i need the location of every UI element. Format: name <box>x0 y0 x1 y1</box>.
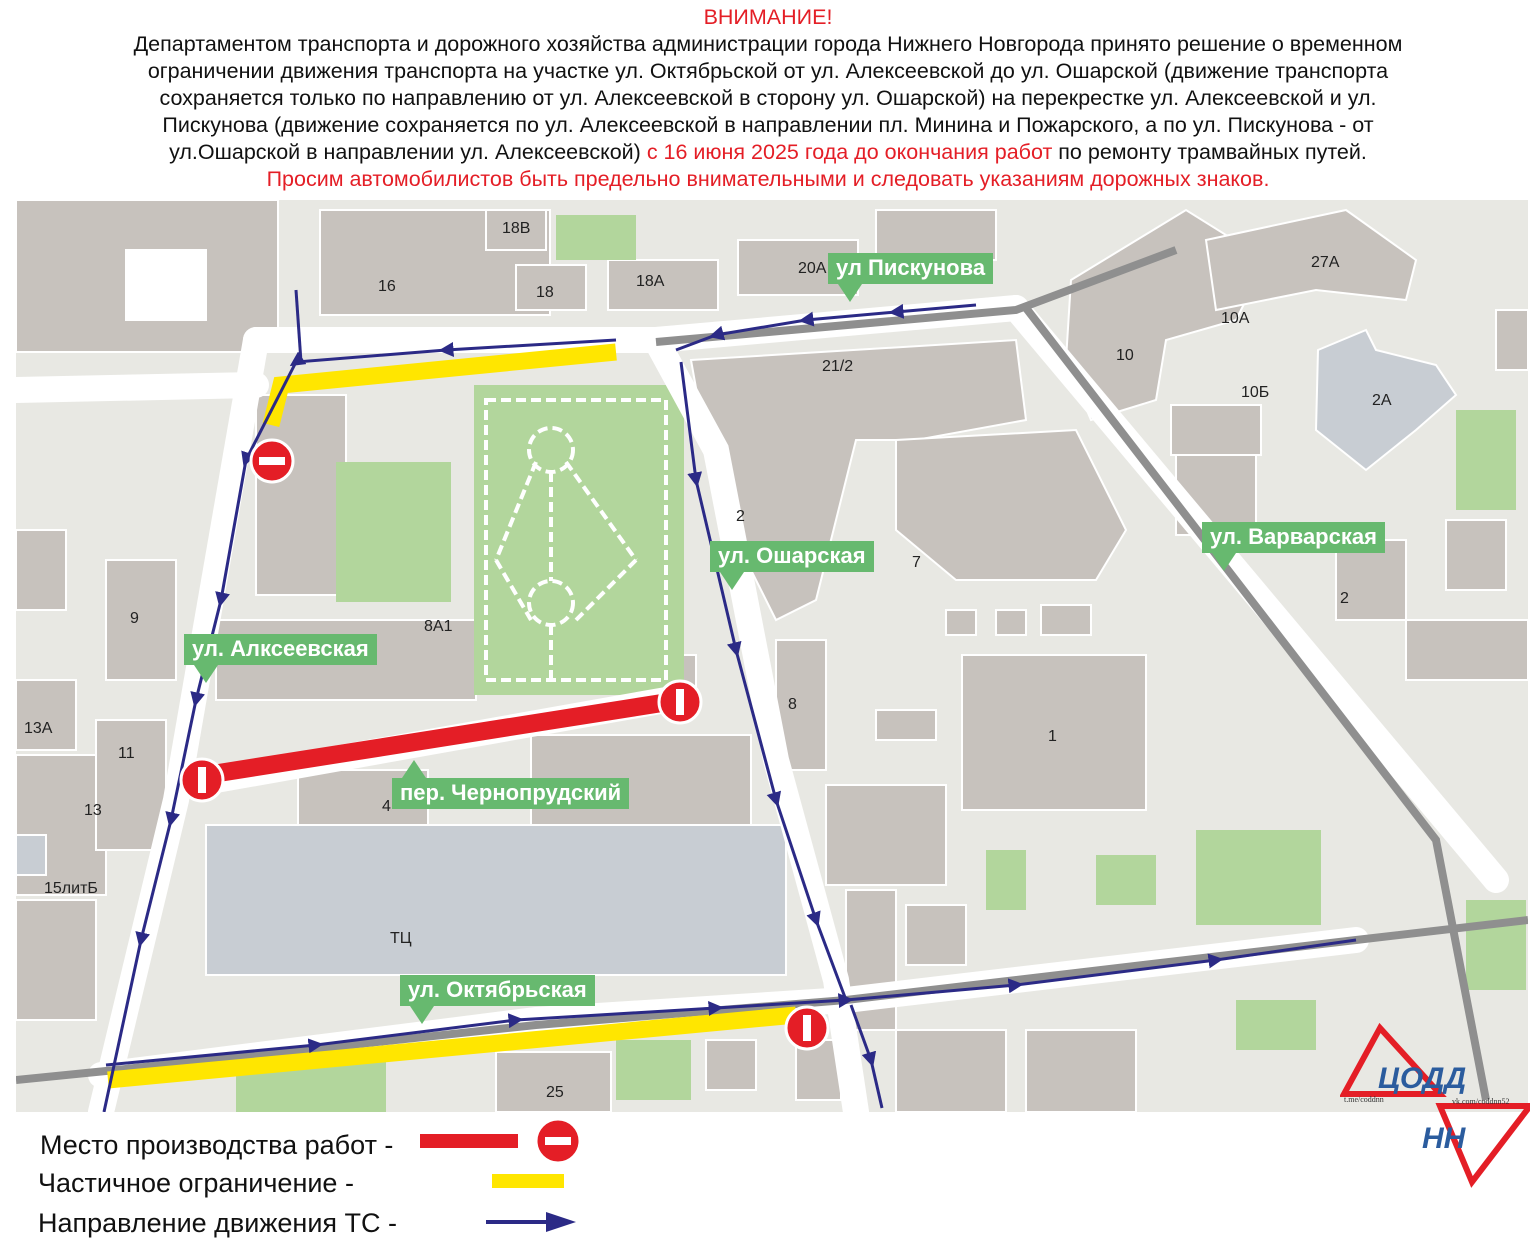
legend-works-label: Место производства работ - <box>40 1130 394 1160</box>
legend-direction-label: Направление движения ТС - <box>38 1208 398 1238</box>
building-number: 13 <box>84 802 102 819</box>
building-number: 10А <box>1221 310 1250 327</box>
building-number: 7 <box>912 554 921 571</box>
street-label-chernoprudsky: пер. Чернопрудский <box>392 778 629 809</box>
building-number: 2 <box>736 508 745 525</box>
building-number: 18В <box>502 220 531 237</box>
legend-works <box>40 1130 393 1161</box>
street-label-varvarskaya: ул. Варварская <box>1202 522 1385 553</box>
notice-warning: Просим автомобилистов быть предельно внимательными и следовать указаниям дорожных знаков. <box>266 167 1270 191</box>
building-number: 4 <box>382 798 391 815</box>
codd-logo-icon <box>1340 1022 1530 1192</box>
notice-line: Департаментом транспорта и дорожного хозяйства администрации города Нижнего Новгорода принято решение о временном <box>133 32 1403 56</box>
building-number: 2А <box>1372 392 1392 409</box>
building-number: 10Б <box>1241 384 1270 401</box>
building-number: 8А1 <box>424 618 453 635</box>
notice-fragment: ул.Ошарской в направлении ул. Алексеевской) <box>169 140 647 164</box>
codd-logo <box>1340 1022 1530 1192</box>
street-label-alekseevskaya: ул. Алксеевская <box>184 634 377 665</box>
notice-line: Пискунова (движение сохраняется по ул. Алексеевской в направлении пл. Минина и Пожарского, а по ул. Пискунова - от <box>162 113 1374 137</box>
building-number: 27А <box>1311 254 1340 271</box>
no-entry-sign <box>251 440 293 482</box>
legend-works-line <box>420 1134 518 1148</box>
street-label-osharskaya: ул. Ошарская <box>710 541 874 572</box>
logo-name: ЦОДД <box>1378 1062 1467 1095</box>
notice-line <box>0 139 1536 166</box>
building-number: 18А <box>636 273 665 290</box>
logo-tg: t.me/coddnn <box>1344 1095 1384 1104</box>
logo-vk: vk.com/coddnn52 <box>1452 1097 1510 1106</box>
building-number: 16 <box>378 278 396 295</box>
notice-dates: с 16 июня 2025 года до окончания работ <box>646 140 1053 164</box>
legend-partial-label: Частичное ограничение - <box>38 1168 354 1198</box>
building-number: 2 <box>1340 590 1349 607</box>
street-label-oktyabrskaya: ул. Октябрьская <box>400 975 595 1006</box>
notice-line: ограничении движения транспорта на участке ул. Октябрьской от ул. Алексеевской до ул. Ошарской (движение транспорта <box>147 59 1389 83</box>
notice-heading: ВНИМАНИЕ! <box>703 5 833 29</box>
building-number: 10 <box>1116 347 1134 364</box>
logo-city: НН <box>1422 1122 1466 1155</box>
direction-arrow-icon <box>486 1212 576 1232</box>
notice-fragment: по ремонту трамвайных путей. <box>1052 140 1367 164</box>
legend-direction <box>38 1208 397 1239</box>
no-entry-sign <box>181 759 223 801</box>
legend-symbols <box>380 1118 600 1238</box>
building-number: ТЦ <box>390 930 412 947</box>
notice-line: сохраняется только по направлению от ул. Алексеевской в сторону ул. Ошарской) на перекрестке ул. Алексеевской и ул. <box>159 86 1377 110</box>
building-number: 13А <box>24 720 53 737</box>
map <box>16 200 1528 1112</box>
building-number: 20А <box>798 260 827 277</box>
building-number: 18 <box>536 284 554 301</box>
building-number: 9 <box>130 610 139 627</box>
building-number: 21/2 <box>822 358 854 375</box>
building-number: 11 <box>118 745 135 762</box>
legend-partial <box>38 1168 354 1199</box>
no-entry-sign-icon <box>536 1119 580 1163</box>
building-number: 8 <box>788 696 797 713</box>
street-label-piskunova: ул Пискунова <box>828 253 993 284</box>
no-entry-sign <box>786 1007 828 1049</box>
legend-partial-line <box>492 1174 564 1188</box>
notice-text <box>0 4 1536 193</box>
building-number: 15литБ <box>44 880 98 897</box>
no-entry-sign <box>659 681 701 723</box>
building-number: 25 <box>546 1084 564 1101</box>
building-number: 1 <box>1048 728 1057 745</box>
